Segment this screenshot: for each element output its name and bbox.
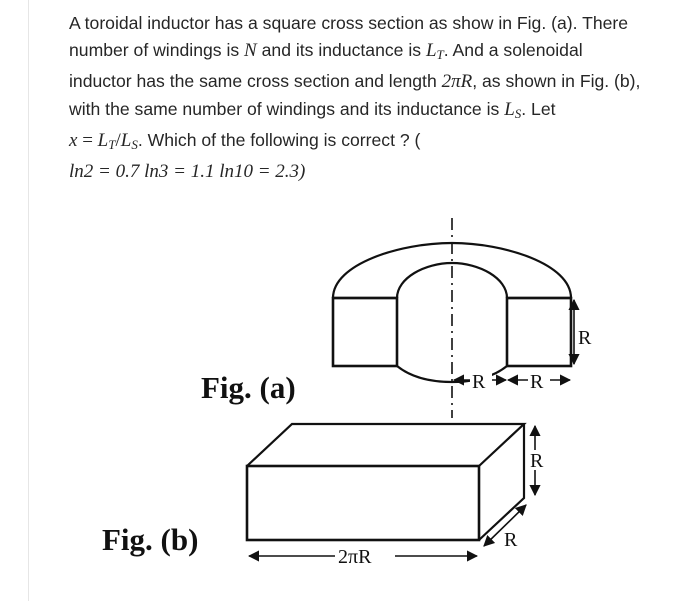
right-cross-section	[507, 298, 571, 366]
dim-label-length: 2πR	[338, 546, 372, 568]
box-top-face	[247, 424, 524, 466]
dim-label-height: R	[530, 450, 544, 472]
question-line-4: with the same number of windings and its inductance is $L_S$. Let	[69, 98, 556, 121]
dim-label-outer: R	[530, 371, 544, 393]
symbol-2piR: 2πR	[441, 71, 473, 92]
box-right-face	[479, 424, 524, 540]
left-cross-section	[333, 298, 397, 366]
question-line-3: inductor has the same cross section and length 2πR, as shown in Fig. (b),	[69, 71, 641, 92]
dim-label-inner: R	[472, 371, 486, 393]
question-line-1: A toroidal inductor has a square cross section as show in Fig. (a). There	[69, 13, 629, 33]
dim-label-depth: R	[504, 529, 518, 551]
question-line-2: number of windings is N and its inductance is $L_T$. And a solenoidal	[69, 39, 583, 62]
symbol-N: N	[244, 39, 257, 61]
symbol-L: L	[425, 39, 437, 61]
dim-label-side: R	[578, 327, 592, 349]
caption-fig-b: Fig. (b)	[102, 522, 199, 557]
solenoid-drawing	[247, 424, 524, 540]
question-line-5: $x = L_T/L_S$. Which of the following is correct ? (	[69, 130, 421, 152]
question-line-6: ln2 = 0.7 ln3 = 1.1 ln10 = 2.3)	[69, 160, 306, 182]
caption-fig-a: Fig. (a)	[201, 370, 296, 405]
box-front-face	[247, 466, 479, 540]
